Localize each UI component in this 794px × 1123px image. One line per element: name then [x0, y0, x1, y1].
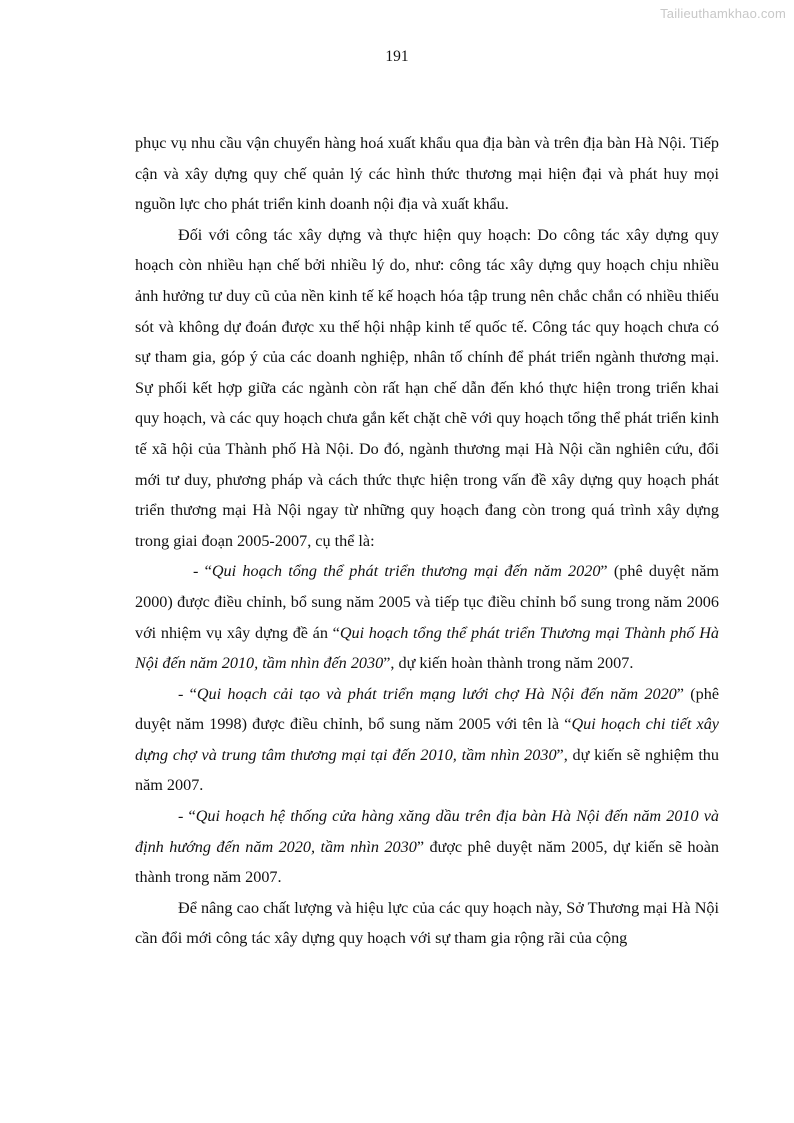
- list-item-2-title: Qui hoạch cải tạo và phát triển mạng lưới chợ Hà Nội đến năm 2020: [196, 684, 677, 703]
- list-item-3: [135, 801, 719, 893]
- list-item-1-prefix: - “: [193, 562, 212, 581]
- list-item-1-mid: ” (phê duyệt năm 2000) được điều chỉnh, bổ sung năm 2005 và tiếp tục điều chỉnh bổ sung trong năm 2006 với nhiệm vụ xây dựng đề án “: [135, 562, 720, 642]
- list-item-2: [135, 679, 719, 801]
- page-number: 191: [385, 48, 409, 65]
- paragraph-1: phục vụ nhu cầu vận chuyển hàng hoá xuất khẩu qua địa bàn và trên địa bàn Hà Nội. Tiếp cận và xây dựng quy chế quản lý các hình thức thương mại hiện đại và phát huy mọi nguồn lực cho phát triển kinh doanh nội địa và xuất khẩu.: [135, 134, 719, 214]
- list-item-1-title: Qui hoạch tổng thể phát triển thương mại đến năm 2020: [211, 562, 601, 581]
- paragraph-2: Đối với công tác xây dựng và thực hiện quy hoạch: Do công tác xây dựng quy hoạch còn nhiều hạn chế bởi nhiều lý do, như: công tác xây dựng quy hoạch chịu nhiều ảnh hưởng tư duy cũ của nền kinh tế kế hoạch hóa tập trung nên chắc chắn có nhiều thiếu sót và không dự đoán được xu thế hội nhập kinh tế quốc tế. Công tác quy hoạch chưa có sự tham gia, góp ý của các doanh nghiệp, nhân tố chính để phát triển ngành thương mại. Sự phối kết hợp giữa các ngành còn rất hạn chế dẫn đến khó thực hiện trong triển khai quy hoạch, và các quy hoạch chưa gắn kết chặt chẽ với quy hoạch tổng thể phát triển kinh tế xã hội của Thành phố Hà Nội. Do đó, ngành thương mại Hà Nội cần nghiên cứu, đổi mới tư duy, phương pháp và cách thức thực hiện trong vấn đề xây dựng quy hoạch phát triển thương mại Hà Nội ngay từ những quy hoạch đang còn trong quá trình xây dựng trong giai đoạn 2005-2007, cụ thể là:: [135, 225, 719, 550]
- paragraph-3: Để nâng cao chất lượng và hiệu lực của các quy hoạch này, Sở Thương mại Hà Nội cần đổi mới công tác xây dựng quy hoạch với sự tham gia rộng rãi của cộng: [135, 898, 719, 948]
- watermark-text: Tailieuthamkhao.com: [660, 6, 786, 21]
- list-item-3-prefix: - “: [178, 807, 196, 826]
- list-item-2-prefix: - “: [178, 684, 197, 703]
- list-item-1-suffix: ”, dự kiến hoàn thành trong năm 2007.: [383, 654, 634, 673]
- list-item-3-title: Qui hoạch hệ thống cửa hàng xăng dầu trên địa bàn Hà Nội đến năm 2010 và định hướng đến năm 2020, tầm nhìn 2030: [135, 807, 719, 856]
- list-item-3-suffix: ” được phê duyệt năm 2005, dự kiến sẽ hoàn thành trong năm 2007.: [135, 837, 719, 887]
- list-item-2-suffix: ”, dự kiến sẽ nghiệm thu năm 2007.: [135, 745, 719, 795]
- list-item-2-mid: ” (phê duyệt năm 1998) được điều chỉnh, bổ sung năm 2005 với tên là “: [135, 684, 720, 734]
- document-body: [135, 128, 719, 954]
- list-item-1: [135, 556, 719, 678]
- list-item-1-title-2: Qui hoạch tổng thể phát triển Thương mại Thành phố Hà Nội đến năm 2010, tầm nhìn đến 2030: [135, 623, 719, 673]
- list-item-2-title-2: Qui hoạch chi tiết xây dựng chợ và trung tâm thương mại tại đến 2010, tầm nhìn 2030: [135, 715, 719, 764]
